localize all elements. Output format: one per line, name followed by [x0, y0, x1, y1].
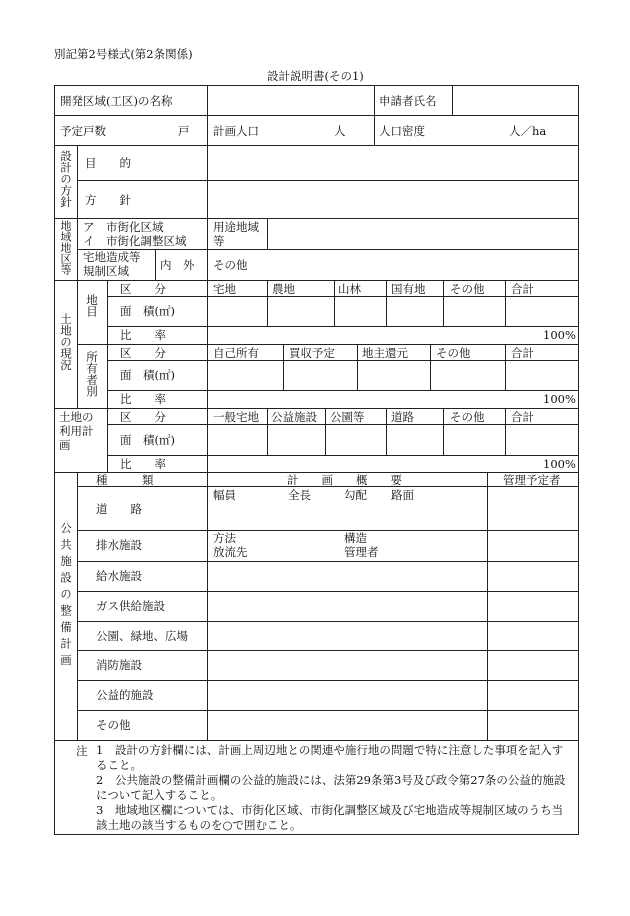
public-manager-header: 管理予定者 — [503, 473, 561, 487]
road-plan-surface: 路面 — [391, 488, 414, 502]
landuse-header-roads: 道路 — [391, 410, 414, 424]
category-header-farmland: 農地 — [272, 282, 295, 296]
fire-facility-label: 消防施設 — [96, 658, 142, 672]
zone-other-label: その他 — [213, 258, 248, 272]
owner-header-self: 自己所有 — [213, 346, 259, 360]
public-other-label: その他 — [96, 718, 131, 732]
landuse-ratio-total: 100% — [543, 457, 576, 471]
land-status-group-label: 土地の現況 — [59, 313, 73, 371]
category-ratio-label: 比 率 — [120, 328, 166, 342]
owner-header-other: その他 — [436, 346, 471, 360]
area-name-label: 開発区域(工区)の名称 — [60, 94, 173, 108]
category-header-forest: 山林 — [338, 282, 361, 296]
notes-label: 注 — [76, 744, 88, 758]
road-plan-slope: 勾配 — [344, 488, 367, 502]
category-header-total: 合計 — [511, 282, 534, 296]
note-2: 2 公共施設の整備計画欄の公益的施設には、法第29条第3号及び政令第27条の公益的施設について記入すること。 — [96, 773, 566, 802]
owner-area-label: 面 積(㎡) — [120, 368, 175, 382]
landuse-header-residential: 一般宅地 — [213, 410, 259, 424]
owner-label: 所有者別 — [85, 351, 99, 397]
zone-group-label: 地域地区等 — [59, 220, 72, 275]
population-label: 計画人口 — [213, 124, 259, 138]
households-label: 予定戸数 — [60, 124, 106, 138]
zone-urbanization-area[interactable]: ア 市街化区域 — [83, 220, 164, 234]
drainage-label: 排水施設 — [96, 538, 142, 552]
category-header-other: その他 — [450, 282, 485, 296]
use-zone-label: 用途地域 等 — [213, 220, 259, 248]
drainage-plan-structure: 構造 — [344, 531, 367, 545]
landuse-header-total: 合計 — [511, 410, 534, 424]
page-title: 設計説明書(その1) — [267, 69, 364, 83]
public-type-header: 種 類 — [96, 473, 154, 487]
purpose-field[interactable] — [208, 146, 578, 180]
landuse-header-parks: 公園等 — [330, 410, 365, 424]
policy-label: 方 針 — [85, 193, 131, 207]
category-header-division: 区 分 — [120, 282, 166, 296]
landuse-area-label: 面 積(㎡) — [120, 433, 175, 447]
area-name-field[interactable] — [208, 86, 374, 115]
landuse-header-other: その他 — [450, 410, 485, 424]
category-area-label: 面 積(㎡) — [120, 304, 175, 318]
households-unit: 戸 — [178, 124, 190, 138]
drainage-plan-outlet: 放流先 — [213, 545, 248, 559]
drainage-plan-method: 方法 — [213, 531, 236, 545]
design-group-label: 設計の方針 — [59, 150, 73, 208]
gas-supply-label: ガス供給施設 — [96, 599, 165, 613]
applicant-label: 申請者氏名 — [379, 94, 437, 108]
density-label: 人口密度 — [379, 124, 425, 138]
category-ratio-total: 100% — [543, 328, 576, 342]
owner-header-purchase: 買収予定 — [289, 346, 335, 360]
park-green-label: 公園、緑地、広場 — [96, 629, 188, 643]
owner-ratio-total: 100% — [543, 392, 576, 406]
in-out-option[interactable]: 内 外 — [160, 258, 195, 272]
owner-header-total: 合計 — [511, 346, 534, 360]
landuse-header-division: 区 分 — [120, 410, 166, 424]
regulated-area-label: 宅地造成等 規制区域 — [83, 250, 141, 278]
note-3: 3 地域地区欄については、市街化区域、市街化調整区域及び宅地造成等規制区域のうち当該土地の該当するものを○で囲むこと。 — [96, 803, 564, 832]
form-label: 別記第2号様式(第2条関係) — [54, 47, 193, 61]
category-header-residential: 宅地 — [213, 282, 236, 296]
drainage-plan-manager: 管理者 — [344, 545, 379, 559]
owner-header-return: 地主還元 — [362, 346, 408, 360]
note-1: 1 設計の方針欄には、計画上周辺地との関連や施行地の問題で特に注意した事項を記入すること。 — [96, 743, 564, 772]
landuse-header-public-benefit: 公益施設 — [271, 410, 317, 424]
population-unit: 人 — [334, 124, 346, 138]
owner-ratio-label: 比 率 — [120, 392, 166, 406]
road-label: 道 路 — [96, 502, 142, 516]
owner-header-division: 区 分 — [120, 346, 166, 360]
land-category-label: 地目 — [85, 294, 99, 317]
land-use-group-label: 土地の 利用計 画 — [59, 410, 94, 452]
water-supply-label: 給水施設 — [96, 569, 142, 583]
policy-field[interactable] — [208, 181, 578, 218]
category-header-state-land: 国有地 — [391, 282, 426, 296]
landuse-ratio-label: 比 率 — [120, 457, 166, 471]
density-unit: 人／ha — [509, 124, 547, 138]
road-plan-width: 幅員 — [213, 488, 236, 502]
purpose-label: 目 的 — [85, 156, 131, 170]
public-benefit-label: 公益的施設 — [96, 688, 154, 702]
road-plan-length: 全長 — [288, 488, 311, 502]
public-plan-header: 計 画 概 要 — [287, 473, 402, 487]
zone-urbanization-control-area[interactable]: イ 市街化調整区域 — [83, 234, 187, 248]
applicant-field[interactable] — [453, 86, 578, 115]
public-facilities-group-label: 公共施設の整備計画 — [59, 522, 73, 671]
